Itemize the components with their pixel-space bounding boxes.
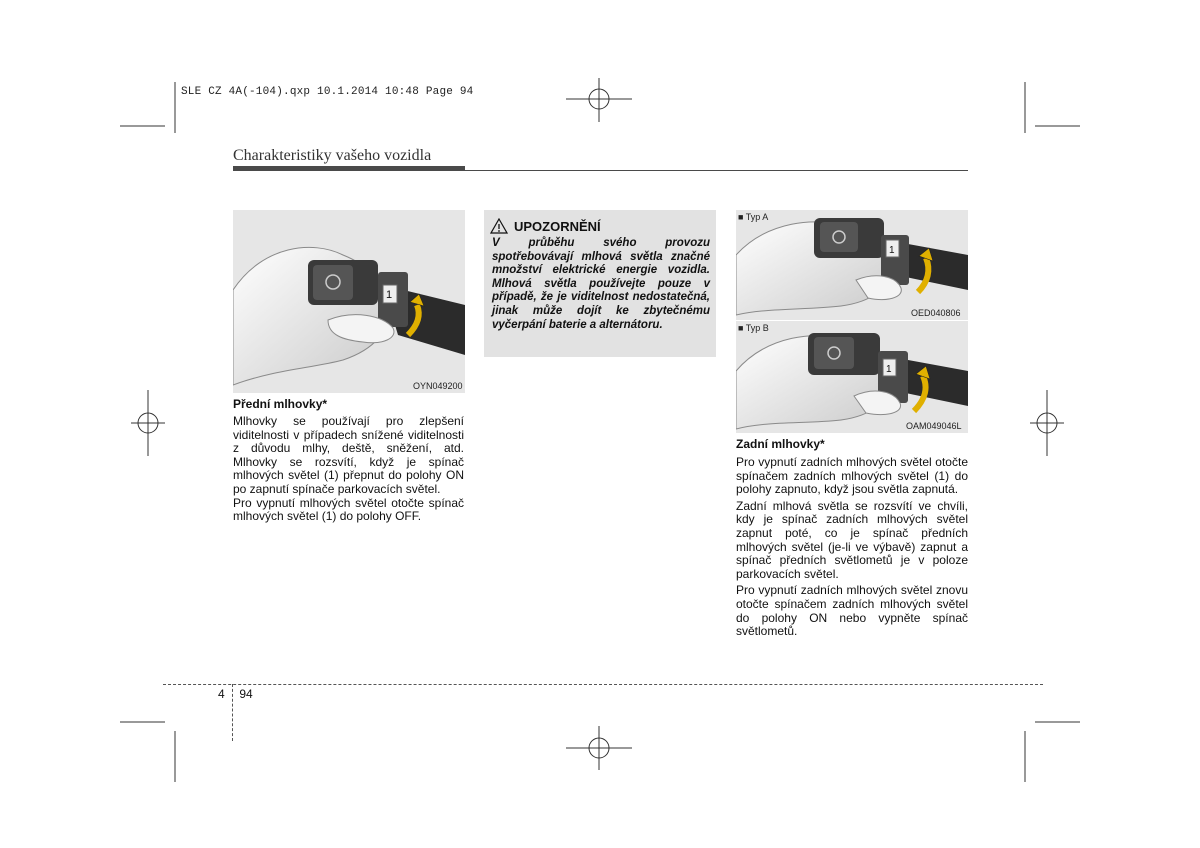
front-fog-heading: Přední mlhovky* — [233, 397, 328, 411]
switch-number-label: 1 — [386, 289, 393, 301]
image-caption-front: OYN049200 — [413, 381, 463, 391]
page-number — [218, 687, 253, 701]
rear-fog-switch-illustration-type-a — [736, 210, 968, 320]
front-fog-paragraph: Pro vypnutí mlhových světel otočte spínač mlhových světel (1) do polohy OFF. — [233, 495, 464, 524]
rear-fog-paragraph: Pro vypnutí zadních mlhových světel otočte spínačem zadních mlhových světel (1) do polohy zapnuto, když jsou světla zapnutá. — [736, 455, 968, 497]
rear-fog-paragraph: Zadní mlhová světla se rozsvítí ve chvíli, kdy je spínač zadních mlhových světel zapnut poté, co je spínač předních mlhových světel (je-li ve výbavě) zapnut a spínač předních světlometů je v poloze parkovacích světel. — [736, 498, 968, 581]
warning-triangle-icon — [490, 218, 508, 234]
front-fog-body — [233, 415, 464, 524]
page-header-title: Charakteristiky vašeho vozidla — [233, 147, 432, 164]
switch-number-label: 1 — [889, 245, 895, 256]
rear-fog-switch-illustration-type-b — [736, 321, 968, 433]
registration-mark-left — [131, 390, 165, 456]
image-caption-type-a: OED040806 — [911, 308, 961, 318]
header-rule — [465, 170, 968, 171]
front-fog-paragraph: Mlhovky se používají pro zlepšení viditelnosti v případech snížené viditelnosti z důvodu mlhy, deště, sněžení, atd. Mlhovky se rozsvítí, když je spínač mlhových světel (1) přepnut do polohy ON po zapnutí spínače parkovacích světel. — [233, 414, 464, 496]
image-caption-type-b: OAM049046L — [906, 421, 962, 431]
header-bar — [233, 166, 465, 171]
registration-mark-top — [566, 78, 632, 122]
footer-rule — [163, 684, 1043, 685]
print-slug: SLE CZ 4A(-104).qxp 10.1.2014 10:48 Page 94 — [181, 86, 474, 98]
section-number: 4 — [218, 687, 225, 701]
warning-text: V průběhu svého provozu spotřebovávají mlhová světla značné množství elektrické energie vozidla. Mlhová světla používejte pouze v případě, že je viditelnost nedostatečná, jinak může dojít ke zbytečnému vyčerpání baterie a alternátoru. — [492, 237, 710, 331]
rear-fog-paragraph: Pro vypnutí zadních mlhových světel znovu otočte spínačem zadních mlhových světel do polohy ON nebo vypněte spínač světlometů. — [736, 583, 968, 639]
type-a-label: ■ Typ A — [738, 212, 769, 222]
type-b-label: ■ Typ B — [738, 323, 769, 333]
page-number-value: 94 — [239, 687, 253, 701]
rear-fog-body — [736, 456, 968, 639]
registration-mark-bottom — [566, 726, 632, 770]
registration-mark-right — [1030, 390, 1064, 456]
warning-title: UPOZORNĚNÍ — [514, 219, 601, 234]
front-fog-switch-illustration — [233, 210, 465, 393]
switch-number-label: 1 — [886, 364, 892, 375]
rear-fog-heading: Zadní mlhovky* — [736, 437, 825, 451]
